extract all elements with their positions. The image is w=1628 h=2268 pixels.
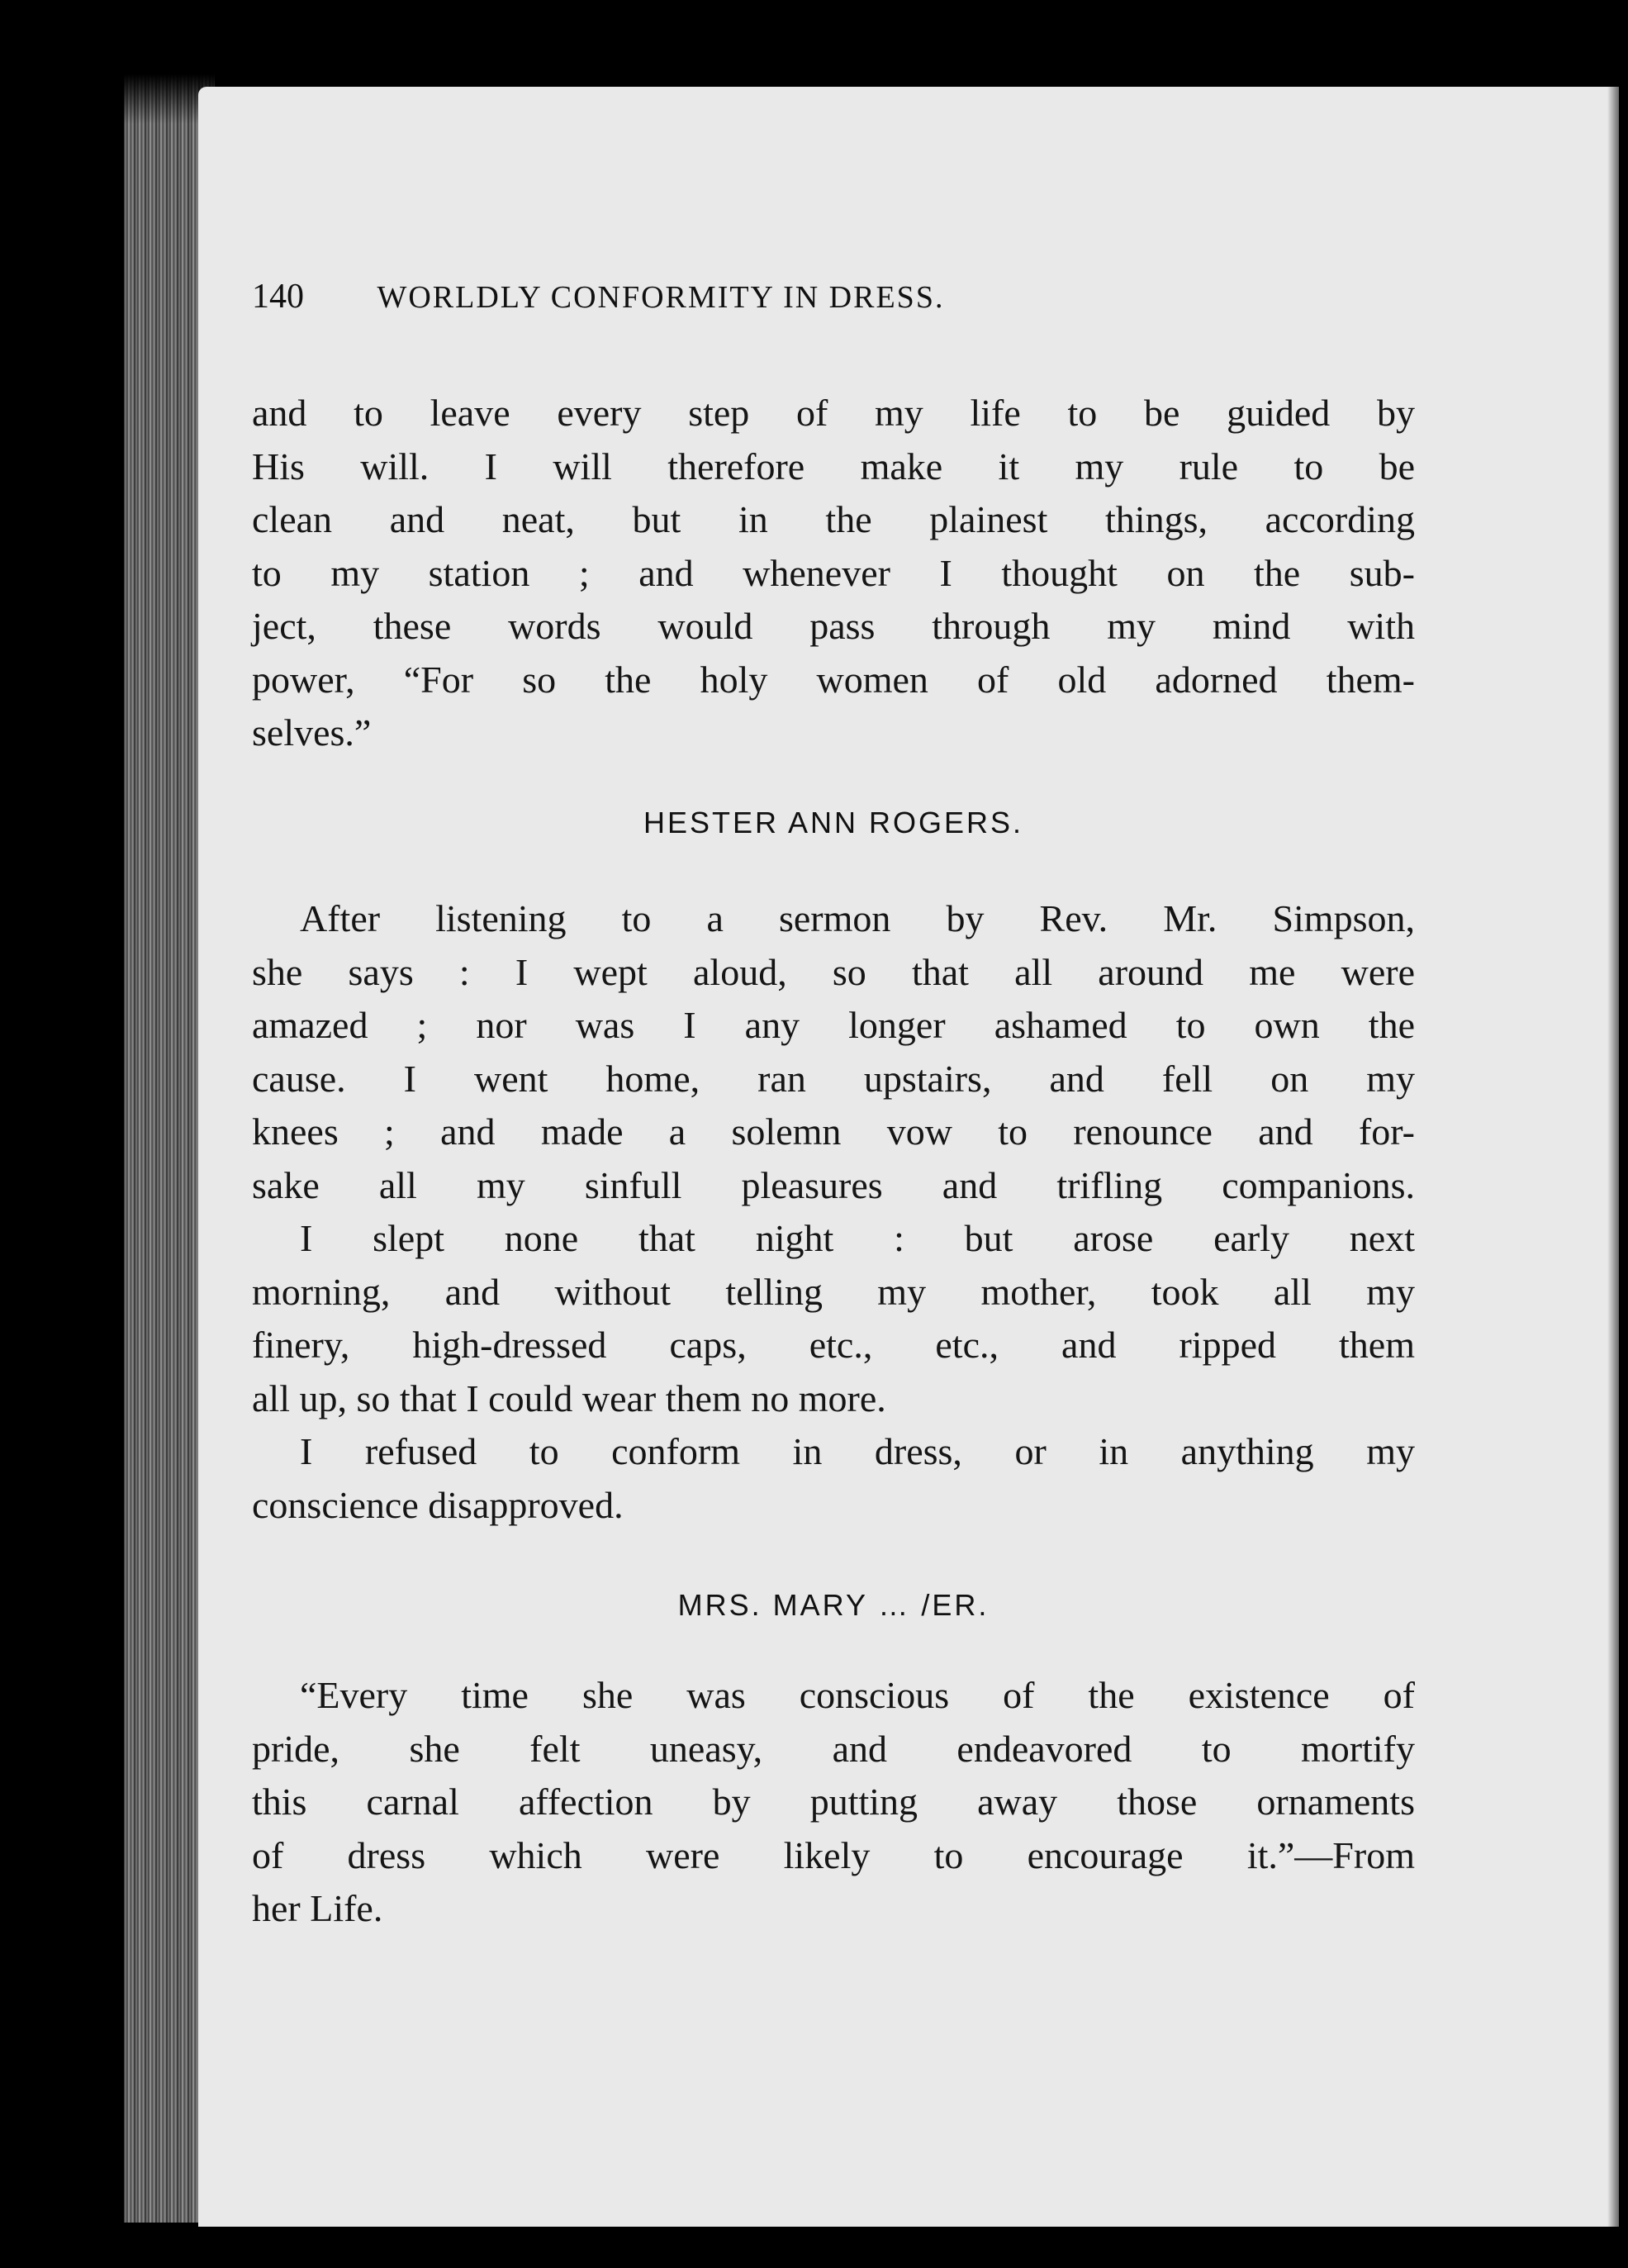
text-line: her Life. bbox=[252, 1887, 383, 1929]
text-line: “Every time she was conscious of the existence of bbox=[300, 1674, 1415, 1716]
paragraph-hester-ann-rogers bbox=[252, 892, 1415, 1532]
text-line: I refused to conform in dress, or in anything my bbox=[300, 1430, 1415, 1472]
text-line: this carnal affection by putting away those ornaments bbox=[252, 1781, 1415, 1823]
text-line: sake all my sinfull pleasures and trifling companions. bbox=[252, 1163, 1415, 1206]
text-line: amazed ; nor was I any longer ashamed to own the bbox=[252, 1004, 1415, 1046]
text-line: conscience disapproved. bbox=[252, 1483, 624, 1526]
text-line: His will. I will therefore make it my rule to be bbox=[252, 445, 1415, 487]
running-title: WORLDLY CONFORMITY IN DRESS. bbox=[377, 280, 945, 315]
text-line: clean and neat, but in the plainest things, according bbox=[252, 498, 1415, 540]
running-header bbox=[252, 277, 944, 316]
text-line: ject, these words would pass through my mind with bbox=[252, 605, 1415, 647]
paragraph-mrs-mary bbox=[252, 1669, 1415, 1936]
text-line: of dress which were likely to encourage it.”—From bbox=[252, 1833, 1415, 1876]
page-number: 140 bbox=[252, 278, 304, 316]
text-line: cause. I went home, ran upstairs, and fell on my bbox=[252, 1057, 1415, 1100]
page-gutter-shadow bbox=[1607, 87, 1619, 2227]
text-line: morning, and without telling my mother, took all my bbox=[252, 1270, 1415, 1313]
text-line: I slept none that night : but arose early next bbox=[300, 1217, 1415, 1259]
text-line: all up, so that I could wear them no more. bbox=[252, 1376, 886, 1419]
section-heading-hester-ann-rogers: HESTER ANN ROGERS. bbox=[643, 806, 1024, 839]
paragraph-continuation bbox=[252, 387, 1415, 760]
text-line: to my station ; and whenever I thought on the sub- bbox=[252, 551, 1415, 594]
text-line: and to leave every step of my life to be guided by bbox=[252, 392, 1415, 434]
text-line: she says : I wept aloud, so that all around me were bbox=[252, 950, 1415, 993]
text-line: finery, high-dressed caps, etc., etc., and ripped them bbox=[252, 1324, 1415, 1366]
text-line: selves.” bbox=[252, 711, 372, 754]
text-line: power, “For so the holy women of old adorned them- bbox=[252, 658, 1415, 701]
text-line: pride, she felt uneasy, and endeavored to mortify bbox=[252, 1727, 1415, 1770]
section-heading-mrs-mary: MRS. MARY … /ER. bbox=[677, 1588, 990, 1622]
text-line: After listening to a sermon by Rev. Mr. Simpson, bbox=[300, 897, 1415, 939]
text-line: knees ; and made a solemn vow to renounce and for- bbox=[252, 1110, 1415, 1153]
